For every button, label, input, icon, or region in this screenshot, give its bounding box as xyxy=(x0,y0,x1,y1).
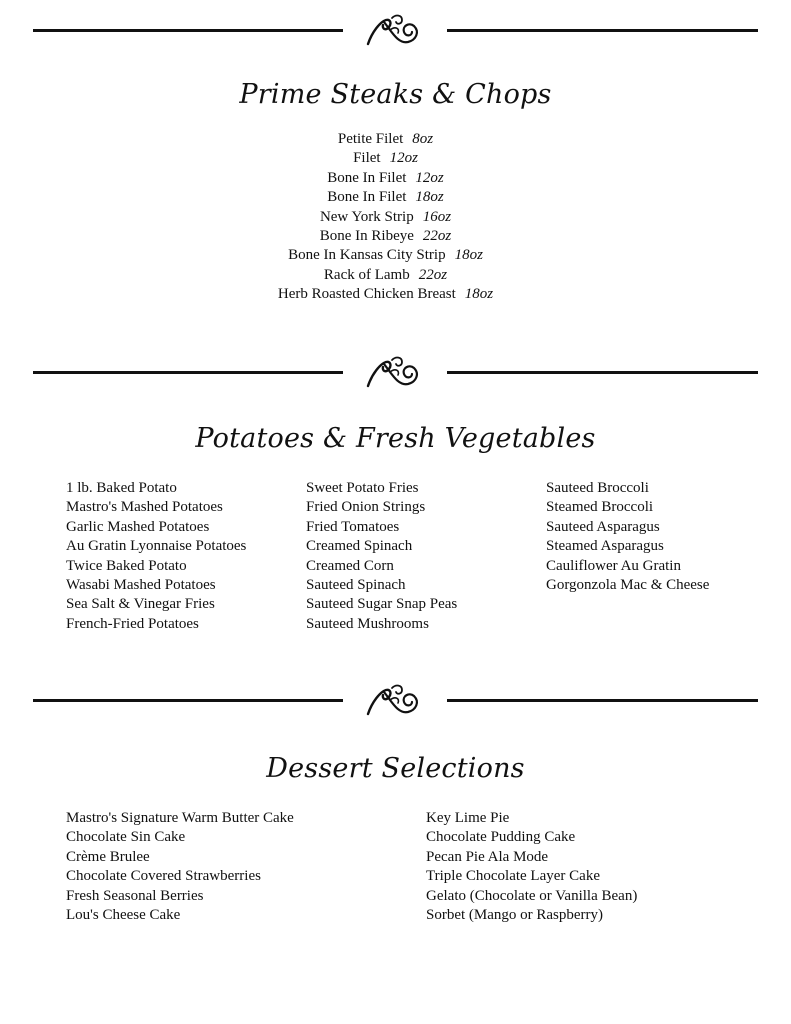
side-item: Fried Onion Strings xyxy=(306,499,426,516)
steak-size: 18oz xyxy=(454,247,483,264)
divider-rule-left xyxy=(33,29,343,32)
side-item: Sea Salt & Vinegar Fries xyxy=(66,596,215,613)
steak-item xyxy=(0,130,771,149)
side-item: French-Fried Potatoes xyxy=(66,615,199,632)
ornamental-divider-top xyxy=(0,10,791,50)
ornamental-divider-bottom xyxy=(0,680,791,720)
side-item: Sauteed Asparagus xyxy=(546,518,660,535)
steaks-list xyxy=(0,130,771,305)
flourish-ornament-icon xyxy=(362,682,430,720)
steak-size: 18oz xyxy=(415,189,444,206)
dessert-item: Chocolate Covered Strawberries xyxy=(66,868,261,885)
sides-column-1 xyxy=(66,479,246,634)
steak-size: 16oz xyxy=(422,208,452,225)
desserts-heading: Dessert Selections xyxy=(266,753,525,784)
steak-name: Bone In Filet xyxy=(327,169,407,186)
side-item: Mastro's Mashed Potatoes xyxy=(66,499,223,516)
steak-item xyxy=(0,266,771,285)
flourish-ornament-icon xyxy=(362,12,430,50)
dessert-item: Key Lime Pie xyxy=(426,810,510,826)
steak-item xyxy=(0,169,771,188)
side-item: Sauteed Mushrooms xyxy=(306,615,429,632)
side-item: Garlic Mashed Potatoes xyxy=(66,518,210,535)
side-item: Steamed Broccoli xyxy=(546,499,654,516)
dessert-item: Mastro's Signature Warm Butter Cake xyxy=(66,810,294,826)
steak-size: 8oz xyxy=(412,131,434,147)
steaks-heading: Prime Steaks & Chops xyxy=(239,79,552,110)
steak-size: 22oz xyxy=(422,228,452,245)
side-item: Gorgonzola Mac & Cheese xyxy=(546,577,710,594)
steak-name: Bone In Filet xyxy=(327,189,407,206)
steak-item xyxy=(0,285,771,304)
side-item: Twice Baked Potato xyxy=(66,557,187,574)
steak-name: Bone In Ribeye xyxy=(319,228,414,245)
side-item: Sweet Potato Fries xyxy=(306,480,419,496)
side-item: Creamed Corn xyxy=(306,557,394,574)
steak-name: Petite Filet xyxy=(337,131,404,147)
side-item: Creamed Spinach xyxy=(306,538,413,555)
steak-size: 12oz xyxy=(415,169,444,186)
side-item: Au Gratin Lyonnaise Potatoes xyxy=(66,538,247,555)
steak-name: Herb Roasted Chicken Breast xyxy=(277,286,456,303)
steak-name: Bone In Kansas City Strip xyxy=(288,247,446,264)
flourish-ornament-icon xyxy=(362,354,430,392)
dessert-item: Lou's Cheese Cake xyxy=(66,907,181,924)
desserts-column-2 xyxy=(426,809,637,925)
side-item: Steamed Asparagus xyxy=(546,538,664,555)
steak-item xyxy=(0,227,771,246)
side-item: Sauteed Broccoli xyxy=(546,480,649,496)
steak-name: New York Strip xyxy=(319,208,414,225)
dessert-item: Fresh Seasonal Berries xyxy=(66,887,204,904)
divider-rule-left xyxy=(33,371,343,374)
divider-rule-right xyxy=(447,371,758,374)
steak-item xyxy=(0,149,771,168)
steak-size: 18oz xyxy=(464,286,494,303)
steak-name: Filet xyxy=(353,150,381,167)
divider-rule-left xyxy=(33,699,343,702)
desserts-column-1 xyxy=(66,809,294,925)
steak-item xyxy=(0,188,771,207)
side-item: Wasabi Mashed Potatoes xyxy=(66,577,216,594)
sides-heading: Potatoes & Fresh Vegetables xyxy=(195,423,596,454)
side-item: 1 lb. Baked Potato xyxy=(66,480,177,496)
dessert-item: Chocolate Pudding Cake xyxy=(426,829,576,846)
dessert-item: Triple Chocolate Layer Cake xyxy=(426,868,600,885)
side-item: Fried Tomatoes xyxy=(306,518,400,535)
steak-size: 22oz xyxy=(418,266,448,283)
ornamental-divider-middle xyxy=(0,352,791,392)
sides-column-3 xyxy=(546,479,709,595)
steak-size: 12oz xyxy=(389,150,418,167)
steak-item xyxy=(0,208,771,227)
side-item: Cauliflower Au Gratin xyxy=(546,557,681,574)
sides-column-2 xyxy=(306,479,457,634)
dessert-item: Chocolate Sin Cake xyxy=(66,829,186,846)
steak-name: Rack of Lamb xyxy=(323,266,410,283)
dessert-item: Crème Brulee xyxy=(66,848,150,865)
dessert-item: Pecan Pie Ala Mode xyxy=(426,848,549,865)
dessert-item: Gelato (Chocolate or Vanilla Bean) xyxy=(426,887,638,904)
side-item: Sauteed Spinach xyxy=(306,577,406,594)
side-item: Sauteed Sugar Snap Peas xyxy=(306,596,458,613)
dessert-item: Sorbet (Mango or Raspberry) xyxy=(426,907,604,924)
divider-rule-right xyxy=(447,29,758,32)
steak-item xyxy=(0,246,771,265)
divider-rule-right xyxy=(447,699,758,702)
